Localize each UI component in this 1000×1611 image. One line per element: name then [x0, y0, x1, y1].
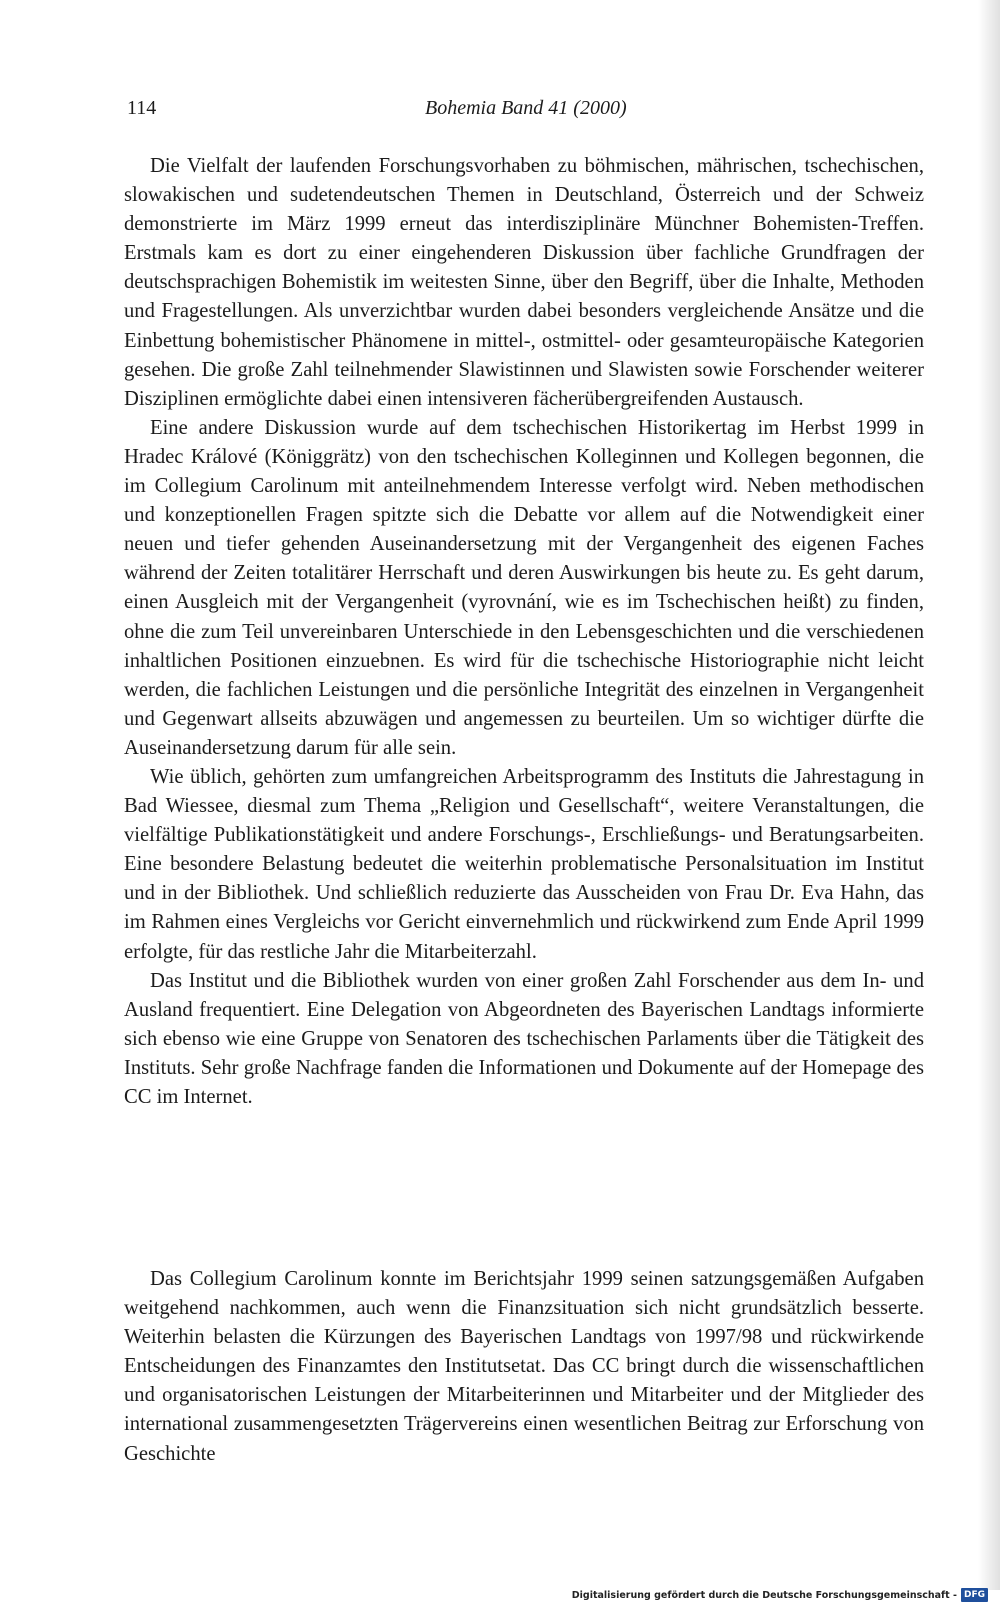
body-text-section-2 — [124, 1265, 924, 1469]
page-header — [127, 97, 647, 131]
body-text-section-1 — [124, 152, 924, 1112]
dfg-logo-icon: DFG — [961, 1588, 988, 1602]
digitization-footer — [572, 1587, 988, 1603]
paragraph-arbeitsprogramm: Wie üblich, gehörten zum umfangreichen Arbeitsprogramm des Instituts die Jahrestagung in Bad Wiessee, diesmal zum Thema „Religion und Gesellschaft“, weitere Veranstaltungen, die vielfältige Publikationstätigkeit und andere Forschungs-, Erschließungs- und Beratungsarbeiten. Eine besondere Belastung bedeutet die weiterhin problematische Personalsituation im Institut und in der Bibliothek. Und schließlich reduzierte das Ausscheiden von Frau Dr. Eva Hahn, das im Rahmen eines Vergleichs vor Gericht einvernehmlich und rückwirkend zum Ende April 1999 erfolgte, für das restliche Jahr die Mitarbeiterzahl. — [124, 765, 924, 963]
paragraph-bohemisten-treffen: Die Vielfalt der laufenden Forschungsvorhaben zu böhmischen, mährischen, tschechischen, slowakischen und sudetendeutschen Themen in Deutschland, Österreich und der Schweiz demonstrierte im März 1999 erneut das interdisziplinäre Münchner Bohemisten-Treffen. Erstmals kam es dort zu einer eingehenderen Diskussion über fachliche Grundfragen der deutschsprachigen Bohemistik im weitesten Sinne, über den Begriff, über die Inhalte, Methoden und Fragestellungen. Als unverzichtbar wurden dabei besonders vergleichende Ansätze und die Einbettung bohemistischer Phänomene in mittel-, ostmittel- oder gesamteuropäische Kategorien gesehen. Die große Zahl teilnehmender Slawistinnen und Slawisten sowie Forschender weiterer Disziplinen ermöglichte dabei einen intensiveren fächerübergreifenden Austausch. — [124, 155, 924, 410]
paragraph-institut-bibliothek: Das Institut und die Bibliothek wurden von einer großen Zahl Forschender aus dem In- und Ausland frequentiert. Eine Delegation von Abgeordneten des Bayerischen Landtags informierte sich ebenso wie eine Gruppe von Senatoren des tschechischen Parlaments über die Tätigkeit des Instituts. Sehr große Nachfrage fanden die Informationen und Dokumente auf der Homepage des CC im Internet. — [124, 969, 924, 1108]
running-title: Bohemia Band 41 (2000) — [425, 97, 627, 119]
digitization-credit: Digitalisierung gefördert durch die Deutsche Forschungsgemeinschaft - — [571, 1589, 957, 1601]
paragraph-collegium-carolinum: Das Collegium Carolinum konnte im Berichtsjahr 1999 seinen satzungsgemäßen Aufgaben weitgehend nachkommen, auch wenn die Finanzsituation sich nicht grundsätzlich besserte. Weiterhin belasten die Kürzungen des Bayerischen Landtags von 1997/98 und rückwirkende Entscheidungen des Finanzamtes den Institutsetat. Das CC bringt durch die wissenschaftlichen und organisatorischen Leistungen der Mitarbeiterinnen und Mitarbeiter und der Mitglieder des international zusammengesetzten Trägervereins einen wesentlichen Beitrag zur Erforschung von Geschichte — [124, 1268, 924, 1465]
page-number: 114 — [127, 97, 157, 119]
page-edge-shadow — [978, 0, 1000, 1590]
paragraph-historikertag: Eine andere Diskussion wurde auf dem tschechischen Historikertag im Herbst 1999 in Hradec Králové (Königgrätz) von den tschechischen Kolleginnen und Kollegen begonnen, die im Collegium Carolinum mit anteilnehmendem Interesse verfolgt wird. Neben methodischen und konzeptionellen Fragen spitzte sich die Debatte vor allem auf die Notwendigkeit einer neuen und tiefer gehenden Auseinandersetzung mit der Vergangenheit des eigenen Faches während der Zeiten totalitärer Herrschaft und deren Auswirkungen bis heute zu. Es geht darum, einen Ausgleich mit der Vergangenheit (vyrovnání, wie es im Tschechischen heißt) zu finden, ohne die zum Teil unvereinbaren Unterschiede in den Lebensgeschichten und die verschiedenen inhaltlichen Positionen einzuebnen. Es wird für die tschechische Historiographie nicht leicht werden, die fachlichen Leistungen und die persönliche Integrität des einzelnen in Vergangenheit und Gegenwart allseits abzuwägen und angemessen zu beurteilen. Um so wichtiger dürfte die Auseinandersetzung darum für alle sein. — [124, 416, 924, 759]
